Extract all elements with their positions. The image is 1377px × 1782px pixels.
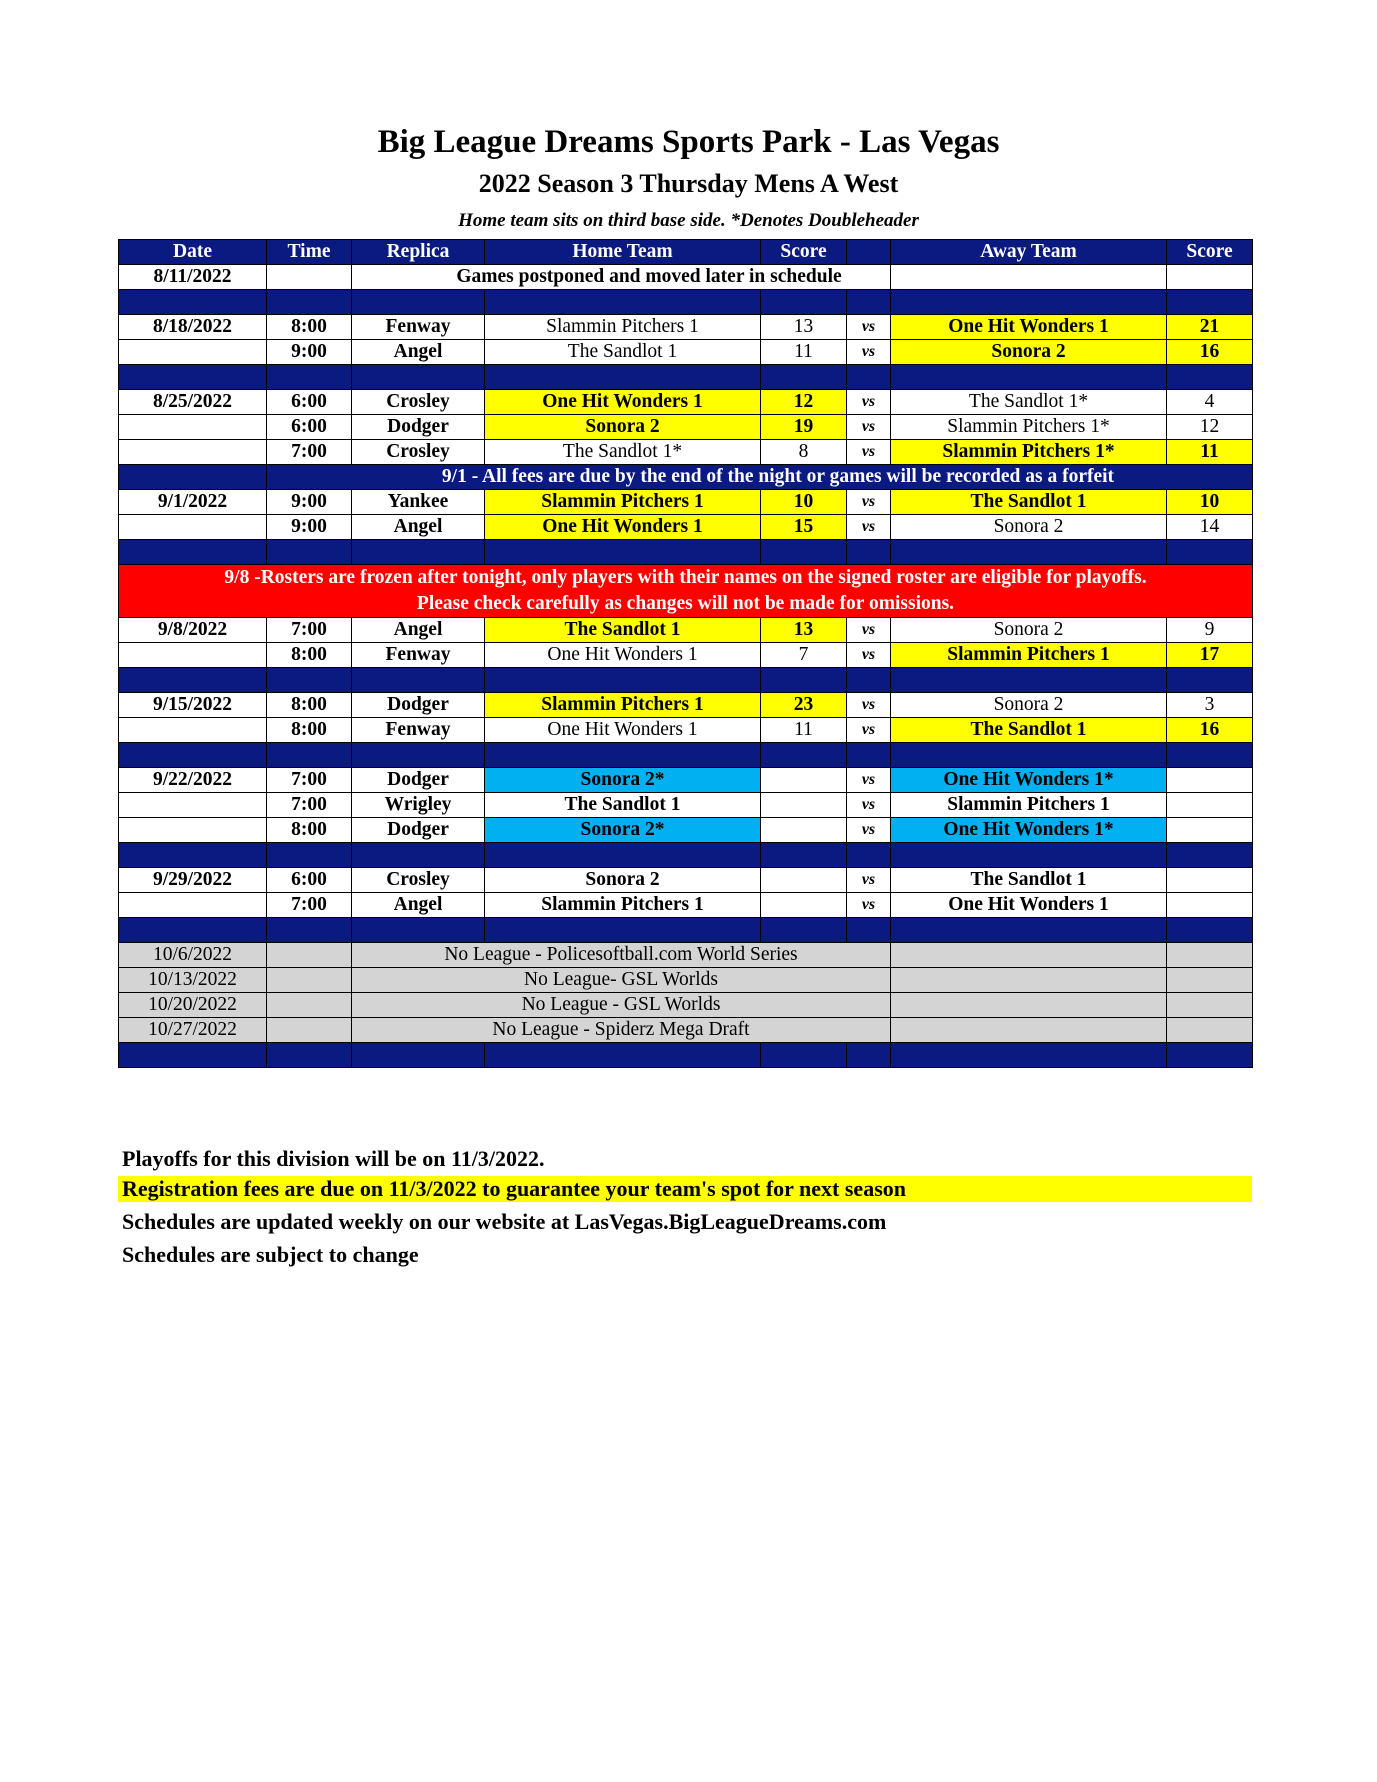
playoffs-note: Playoffs for this division will be on 11/3/2022. xyxy=(122,1146,545,1171)
vs-cell: vs xyxy=(847,340,891,365)
table-row xyxy=(119,315,1253,340)
col-date: Date xyxy=(119,240,267,265)
separator-row xyxy=(119,918,1253,943)
away-score-cell xyxy=(1167,868,1253,893)
no-league-row xyxy=(119,1018,1253,1043)
time-cell: 6:00 xyxy=(267,415,352,440)
time-cell: 7:00 xyxy=(267,768,352,793)
away-team-cell: The Sandlot 1 xyxy=(891,868,1167,893)
away-team-cell: Sonora 2 xyxy=(891,618,1167,643)
replica-cell: Dodger xyxy=(352,415,485,440)
table-row xyxy=(119,818,1253,843)
table-row xyxy=(119,390,1253,415)
home-score-cell xyxy=(761,868,847,893)
date-cell: 8/11/2022 xyxy=(119,265,267,290)
table-row xyxy=(119,793,1253,818)
page-subtitle: 2022 Season 3 Thursday Mens A West xyxy=(478,169,899,198)
table-row xyxy=(119,768,1253,793)
away-team-cell: Sonora 2 xyxy=(891,693,1167,718)
date-cell: 9/8/2022 xyxy=(119,618,267,643)
vs-cell: vs xyxy=(847,643,891,668)
home-team-cell: One Hit Wonders 1 xyxy=(485,515,761,540)
away-team-cell: The Sandlot 1 xyxy=(891,490,1167,515)
vs-cell: vs xyxy=(847,415,891,440)
time-cell: 7:00 xyxy=(267,893,352,918)
replica-cell: Angel xyxy=(352,618,485,643)
date-cell: 10/27/2022 xyxy=(119,1018,267,1043)
home-score-cell: 23 xyxy=(761,693,847,718)
time-cell: 9:00 xyxy=(267,515,352,540)
replica-cell: Angel xyxy=(352,515,485,540)
away-score-cell: 4 xyxy=(1167,390,1253,415)
header-row xyxy=(119,240,1253,265)
time-cell: 6:00 xyxy=(267,868,352,893)
date-cell: 10/20/2022 xyxy=(119,993,267,1018)
no-league-row xyxy=(119,993,1253,1018)
home-score-cell xyxy=(761,768,847,793)
col-home-score: Score xyxy=(761,240,847,265)
home-score-cell: 8 xyxy=(761,440,847,465)
away-team-cell: Slammin Pitchers 1 xyxy=(891,793,1167,818)
replica-cell: Fenway xyxy=(352,643,485,668)
separator-row xyxy=(119,668,1253,693)
away-score-cell: 14 xyxy=(1167,515,1253,540)
away-score-cell: 10 xyxy=(1167,490,1253,515)
home-score-cell: 12 xyxy=(761,390,847,415)
away-team-cell: Sonora 2 xyxy=(891,340,1167,365)
replica-cell: Crosley xyxy=(352,868,485,893)
vs-cell: vs xyxy=(847,618,891,643)
table-row xyxy=(119,515,1253,540)
replica-cell: Angel xyxy=(352,893,485,918)
col-away-score: Score xyxy=(1167,240,1253,265)
away-score-cell xyxy=(1167,893,1253,918)
away-team-cell: The Sandlot 1* xyxy=(891,390,1167,415)
replica-cell: Fenway xyxy=(352,718,485,743)
home-team-cell: One Hit Wonders 1 xyxy=(485,643,761,668)
home-score-cell: 10 xyxy=(761,490,847,515)
postponed-message: Games postponed and moved later in schedule xyxy=(352,265,891,290)
roster-alert-line1: 9/8 -Rosters are frozen after tonight, only players with their names on the signed roster are eligible for playoffs. xyxy=(224,567,1147,588)
subject-to-change-note: Schedules are subject to change xyxy=(122,1242,419,1267)
home-team-cell: Sonora 2* xyxy=(485,818,761,843)
away-team-cell: Slammin Pitchers 1 xyxy=(891,643,1167,668)
home-team-cell: Slammin Pitchers 1 xyxy=(485,490,761,515)
home-team-cell: One Hit Wonders 1 xyxy=(485,390,761,415)
fees-notice-row xyxy=(119,465,1253,490)
home-team-cell: Slammin Pitchers 1 xyxy=(485,693,761,718)
time-cell: 9:00 xyxy=(267,490,352,515)
home-team-cell: Sonora 2 xyxy=(485,415,761,440)
separator-row xyxy=(119,290,1253,315)
away-score-cell: 9 xyxy=(1167,618,1253,643)
table-row xyxy=(119,693,1253,718)
roster-alert-line2: Please check carefully as changes will not be made for omissions. xyxy=(416,593,955,614)
vs-cell: vs xyxy=(847,718,891,743)
away-team-cell: Sonora 2 xyxy=(891,515,1167,540)
date-cell: 8/18/2022 xyxy=(119,315,267,340)
no-league-message: No League - Policesoftball.com World Series xyxy=(352,943,891,968)
website-note: Schedules are updated weekly on our website at LasVegas.BigLeagueDreams.com xyxy=(122,1209,887,1234)
home-score-cell: 19 xyxy=(761,415,847,440)
away-score-cell: 12 xyxy=(1167,415,1253,440)
away-team-cell: Slammin Pitchers 1* xyxy=(891,440,1167,465)
home-team-cell: Slammin Pitchers 1 xyxy=(485,315,761,340)
home-score-cell: 11 xyxy=(761,718,847,743)
away-team-cell: One Hit Wonders 1 xyxy=(891,893,1167,918)
time-cell: 9:00 xyxy=(267,340,352,365)
away-score-cell: 3 xyxy=(1167,693,1253,718)
replica-cell: Crosley xyxy=(352,440,485,465)
away-score-cell xyxy=(1167,818,1253,843)
vs-cell: vs xyxy=(847,440,891,465)
table-row xyxy=(119,618,1253,643)
separator-row xyxy=(119,1043,1253,1068)
away-team-cell: Slammin Pitchers 1* xyxy=(891,415,1167,440)
away-score-cell: 16 xyxy=(1167,718,1253,743)
table-row xyxy=(119,868,1253,893)
home-score-cell: 13 xyxy=(761,315,847,340)
date-cell: 9/1/2022 xyxy=(119,490,267,515)
time-cell: 7:00 xyxy=(267,440,352,465)
separator-row xyxy=(119,540,1253,565)
col-time: Time xyxy=(267,240,352,265)
date-cell: 9/22/2022 xyxy=(119,768,267,793)
col-away-team: Away Team xyxy=(891,240,1167,265)
date-cell: 9/29/2022 xyxy=(119,868,267,893)
replica-cell: Dodger xyxy=(352,818,485,843)
vs-cell: vs xyxy=(847,868,891,893)
away-team-cell: One Hit Wonders 1* xyxy=(891,818,1167,843)
page-title: Big League Dreams Sports Park - Las Vegas xyxy=(377,124,1000,160)
time-cell: 8:00 xyxy=(267,693,352,718)
replica-cell: Crosley xyxy=(352,390,485,415)
home-team-cell: The Sandlot 1 xyxy=(485,618,761,643)
col-home-team: Home Team xyxy=(485,240,761,265)
time-cell: 8:00 xyxy=(267,718,352,743)
replica-cell: Yankee xyxy=(352,490,485,515)
roster-alert xyxy=(119,565,1253,618)
home-score-cell: 13 xyxy=(761,618,847,643)
replica-cell: Fenway xyxy=(352,315,485,340)
roster-alert-row xyxy=(119,565,1253,618)
schedule-table xyxy=(118,239,1253,1068)
table-row xyxy=(119,340,1253,365)
time-cell: 6:00 xyxy=(267,390,352,415)
replica-cell: Angel xyxy=(352,340,485,365)
time-cell: 7:00 xyxy=(267,618,352,643)
time-cell: 7:00 xyxy=(267,793,352,818)
away-team-cell: One Hit Wonders 1* xyxy=(891,768,1167,793)
table-row xyxy=(119,415,1253,440)
separator-row xyxy=(119,843,1253,868)
home-score-cell xyxy=(761,893,847,918)
time-cell: 8:00 xyxy=(267,315,352,340)
home-team-cell: Sonora 2 xyxy=(485,868,761,893)
col-vs xyxy=(847,240,891,265)
date-cell: 8/25/2022 xyxy=(119,390,267,415)
home-score-cell: 7 xyxy=(761,643,847,668)
separator-row xyxy=(119,365,1253,390)
table-row xyxy=(119,440,1253,465)
away-score-cell xyxy=(1167,793,1253,818)
no-league-row xyxy=(119,943,1253,968)
away-team-cell: One Hit Wonders 1 xyxy=(891,315,1167,340)
home-team-cell: The Sandlot 1 xyxy=(485,340,761,365)
vs-cell: vs xyxy=(847,515,891,540)
fees-notice: 9/1 - All fees are due by the end of the night or games will be recorded as a forfeit xyxy=(267,465,1253,490)
vs-cell: vs xyxy=(847,390,891,415)
home-team-note: Home team sits on third base side. *Denotes Doubleheader xyxy=(458,210,919,231)
no-league-row xyxy=(119,968,1253,993)
home-score-cell: 11 xyxy=(761,340,847,365)
away-score-cell: 11 xyxy=(1167,440,1253,465)
vs-cell: vs xyxy=(847,693,891,718)
home-team-cell: The Sandlot 1* xyxy=(485,440,761,465)
no-league-message: No League- GSL Worlds xyxy=(352,968,891,993)
time-cell: 8:00 xyxy=(267,643,352,668)
col-replica: Replica xyxy=(352,240,485,265)
registration-note: Registration fees are due on 11/3/2022 to guarantee your team's spot for next season xyxy=(118,1176,1252,1202)
vs-cell: vs xyxy=(847,768,891,793)
home-score-cell xyxy=(761,818,847,843)
home-team-cell: One Hit Wonders 1 xyxy=(485,718,761,743)
away-score-cell: 17 xyxy=(1167,643,1253,668)
away-score-cell xyxy=(1167,768,1253,793)
vs-cell: vs xyxy=(847,315,891,340)
table-row xyxy=(119,490,1253,515)
time-cell: 8:00 xyxy=(267,818,352,843)
replica-cell: Dodger xyxy=(352,768,485,793)
replica-cell: Wrigley xyxy=(352,793,485,818)
vs-cell: vs xyxy=(847,490,891,515)
away-score-cell: 21 xyxy=(1167,315,1253,340)
no-league-message: No League - Spiderz Mega Draft xyxy=(352,1018,891,1043)
away-team-cell: The Sandlot 1 xyxy=(891,718,1167,743)
vs-cell: vs xyxy=(847,893,891,918)
home-team-cell: Slammin Pitchers 1 xyxy=(485,893,761,918)
table-row xyxy=(119,265,1253,290)
home-team-cell: Sonora 2* xyxy=(485,768,761,793)
table-row xyxy=(119,643,1253,668)
date-cell: 10/6/2022 xyxy=(119,943,267,968)
date-cell: 9/15/2022 xyxy=(119,693,267,718)
home-score-cell xyxy=(761,793,847,818)
home-team-cell: The Sandlot 1 xyxy=(485,793,761,818)
no-league-message: No League - GSL Worlds xyxy=(352,993,891,1018)
away-score-cell: 16 xyxy=(1167,340,1253,365)
vs-cell: vs xyxy=(847,793,891,818)
table-row xyxy=(119,718,1253,743)
date-cell: 10/13/2022 xyxy=(119,968,267,993)
home-score-cell: 15 xyxy=(761,515,847,540)
table-row xyxy=(119,893,1253,918)
replica-cell: Dodger xyxy=(352,693,485,718)
separator-row xyxy=(119,743,1253,768)
vs-cell: vs xyxy=(847,818,891,843)
